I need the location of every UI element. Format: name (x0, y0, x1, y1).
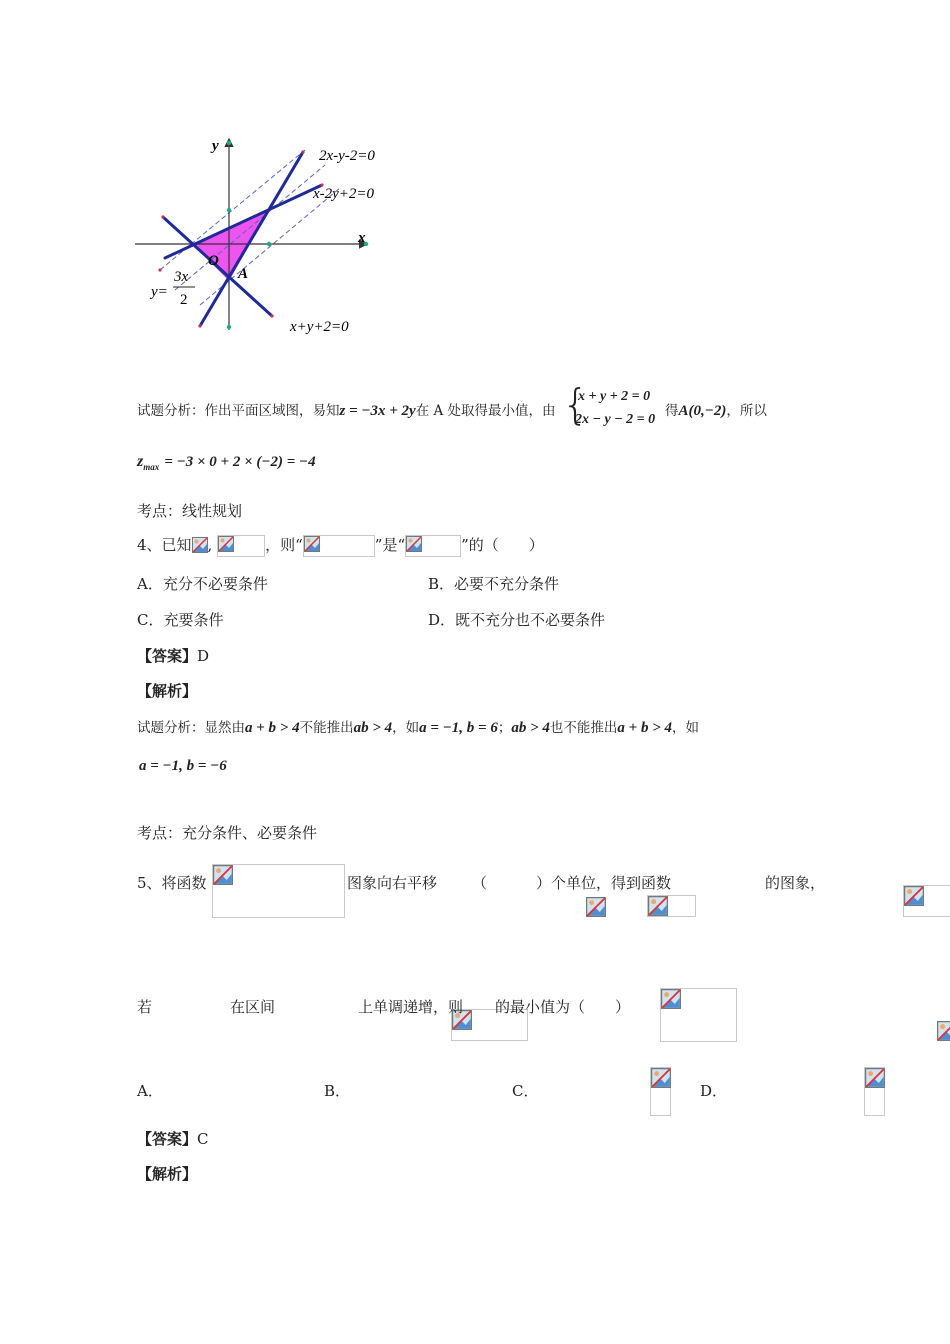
y-axis-label: y (212, 138, 219, 154)
q4-analysis-line2: a = −1, b = −6 (139, 758, 227, 774)
line4-numerator: 3x (174, 269, 189, 285)
line3-label: x+y+2=0 (290, 319, 349, 335)
q4-option-b[interactable]: B．必要不充分条件 (428, 575, 560, 593)
x-axis-label: x (358, 230, 366, 246)
q5-text7: 在区间 (230, 998, 276, 1016)
system-brace: { (562, 380, 589, 429)
q5-option-d[interactable]: D． (700, 1082, 728, 1100)
analysis3-text2: 在 A 处取得最小值，由 (415, 403, 556, 419)
q5-option-a[interactable]: A． (137, 1082, 163, 1100)
q4-kaodian: 考点：充分条件、必要条件 (137, 824, 318, 842)
point-a-coords: A(0,−2) (678, 403, 727, 419)
q4-a3: ，如 (392, 720, 420, 736)
q4-answer-value: D (197, 647, 210, 665)
line1-label: 2x-y-2=0 (319, 148, 375, 164)
q4-e5: a + b > 4 (617, 720, 673, 736)
q4-e3: a = −1, b = 6 (419, 720, 498, 736)
linear-programming-graph (130, 130, 390, 340)
q4-comma: , (207, 536, 213, 554)
q4-a2: 不能推出 (299, 720, 354, 736)
q5-option-b[interactable]: B． (324, 1082, 351, 1100)
q5-answer (137, 1128, 209, 1149)
q5-analysis-label: 【解析】 (137, 1165, 198, 1183)
image-placeholder-icon (937, 1021, 950, 1041)
q5-text1: 5、将函数 (137, 874, 207, 892)
q4-answer (137, 645, 209, 666)
zmax-sub: max (143, 462, 160, 473)
q4-a6: ，如 (672, 720, 700, 736)
image-placeholder-icon (217, 535, 265, 557)
point-a-label: A (238, 266, 249, 282)
line2-label: x-2y+2=0 (313, 186, 375, 202)
system-eq2: 2x − y − 2 = 0 (575, 412, 656, 427)
q4-e1: a + b > 4 (245, 720, 300, 736)
image-placeholder-icon (405, 535, 461, 557)
image-placeholder-icon (303, 535, 375, 557)
q4-analysis-label: 【解析】 (137, 682, 198, 700)
q5-option-c[interactable]: C． (512, 1082, 539, 1100)
q4-e2: ab > 4 (353, 720, 393, 736)
q5-answer-label: 【答案】 (137, 1130, 198, 1148)
q4-text2: ，则“ (265, 536, 303, 554)
analysis3-line (137, 399, 556, 420)
q4-e4: ab > 4 (511, 720, 550, 736)
q5-text9: 的最小值为（ ） (495, 998, 631, 1016)
q4-analysis-line1 (137, 716, 699, 737)
q5-text4: ）个单位，得到函数 (536, 874, 672, 892)
q4-stem (137, 534, 544, 557)
objective-expr: z = −3x + 2y (339, 403, 416, 419)
q4-text3: ”是“ (374, 536, 406, 554)
analysis3-text4: ，所以 (726, 403, 767, 419)
image-placeholder-icon (864, 1067, 885, 1116)
q5-text2: 图象向右平移 (347, 874, 438, 892)
q5-text6: 若 (137, 998, 153, 1016)
image-placeholder-icon (586, 897, 606, 917)
system-eq1: x + y + 2 = 0 (578, 389, 651, 404)
zmax-line (137, 451, 316, 472)
kaodian3: 考点：线性规划 (137, 502, 243, 520)
q4-a4: ； (497, 720, 512, 736)
image-placeholder-icon (650, 1067, 671, 1116)
zmax-z: z (137, 453, 144, 470)
image-placeholder-icon (192, 537, 208, 555)
q4-a1: 试题分析：显然由 (137, 720, 245, 736)
q5-text5: 的图象， (765, 874, 826, 892)
q4-option-d[interactable]: D．既不充分也不必要条件 (428, 611, 606, 629)
q4-text1: 4、已知 (137, 536, 192, 554)
analysis3-text1: 试题分析：作出平面区域图，易知 (137, 403, 340, 419)
image-placeholder-icon (903, 885, 950, 917)
q5-text3: （ (472, 874, 488, 892)
zmax-expr: = −3 × 0 + 2 × (−2) = −4 (164, 454, 316, 470)
line4-denominator: 2 (180, 292, 188, 308)
q4-option-a[interactable]: A．充分不必要条件 (137, 575, 268, 593)
q4-option-c[interactable]: C．充要条件 (137, 611, 224, 629)
line4-prefix: y= (151, 284, 168, 300)
image-placeholder-icon (647, 895, 696, 917)
q4-a5: 也不能推出 (549, 720, 618, 736)
analysis3-text3: 得 (665, 403, 679, 419)
q4-answer-label: 【答案】 (137, 647, 198, 665)
analysis3-line-end (665, 399, 767, 420)
image-placeholder-icon (212, 864, 345, 918)
q5-answer-value: C (197, 1130, 209, 1148)
q5-text8: 上单调递增，则 (358, 998, 464, 1016)
q4-text4: ”的（ ） (461, 536, 544, 554)
image-placeholder-icon (660, 988, 737, 1042)
origin-label: O (208, 253, 219, 269)
